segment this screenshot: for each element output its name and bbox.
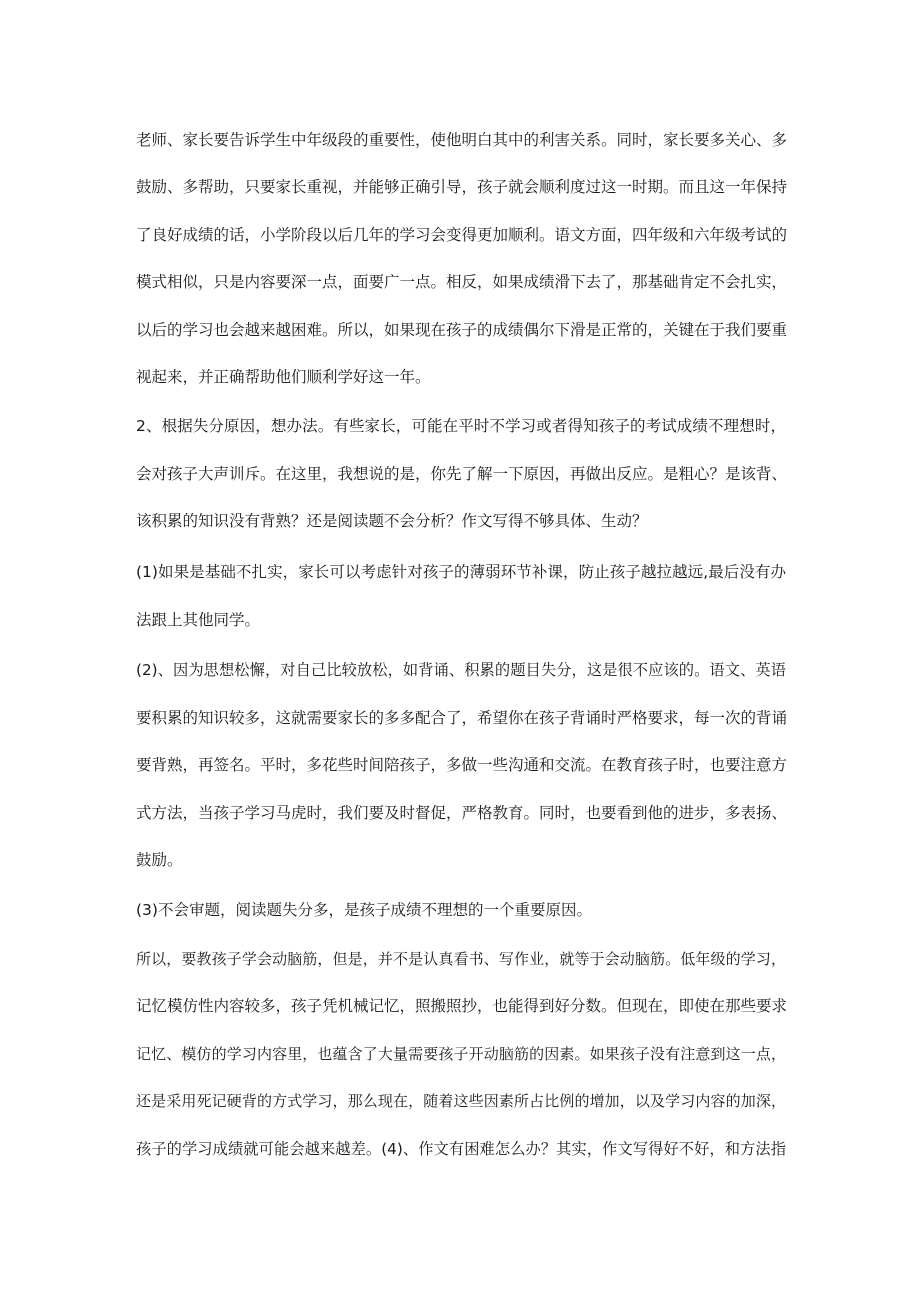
text-line: 所以，要教孩子学会动脑筋，但是，并不是认真看书、写作业，就等于会动脑筋。低年级的学习， <box>136 950 786 968</box>
text-line: 法跟上其他同学。 <box>136 611 261 629</box>
text-line: 老师、家长要告诉学生中年级段的重要性，使他明白其中的利害关系。同时，家长要多关心、多 <box>136 131 788 149</box>
text-line: (1)如果是基础不扎实，家长可以考虑针对孩子的薄弱环节补课，防止孩子越拉越远,最后没有办 <box>136 563 786 581</box>
text-line: 视起来，并正确帮助他们顺利学好这一年。 <box>136 368 431 386</box>
text-line: 该积累的知识没有背熟？还是阅读题不会分析？作文写得不够具体、生动？ <box>136 512 648 530</box>
text-line: 鼓励、多帮助，只要家长重视，并能够正确引导，孩子就会顺利度过这一时期。而且这一年保持 <box>136 178 788 196</box>
text-line: 孩子的学习成绩就可能会越来越差。(4)、作文有困难怎么办？其实，作文写得好不好，和方法指 <box>136 1140 786 1158</box>
text-line: 要积累的知识较多，这就需要家长的多多配合了，希望你在孩子背诵时严格要求，每一次的背诵 <box>136 709 788 727</box>
text-line: 要背熟，再签名。平时，多花些时间陪孩子，多做一些沟通和交流。在教育孩子时，也要注意方 <box>136 756 788 774</box>
text-line: 还是采用死记硬背的方式学习，那么现在，随着这些因素所占比例的增加，以及学习内容的加深， <box>136 1092 786 1110</box>
text-line: 式方法，当孩子学习马虎时，我们要及时督促，严格教育。同时，也要看到他的进步，多表扬、 <box>136 804 788 822</box>
text-line: 2、根据失分原因，想办法。有些家长，可能在平时不学习或者得知孩子的考试成绩不理想时， <box>136 417 786 435</box>
text-line: 会对孩子大声训斥。在这里，我想说的是，你先了解一下原因，再做出反应。是粗心？是该背、 <box>136 465 788 483</box>
text-line: (2)、因为思想松懈，对自己比较放松，如背诵、积累的题目失分，这是很不应该的。语文、英语 <box>136 661 786 679</box>
text-line: 模式相似，只是内容要深一点，面要广一点。相反，如果成绩滑下去了，那基础肯定不会扎实， <box>136 273 788 291</box>
text-line: 记忆模仿性内容较多，孩子凭机械记忆，照搬照抄，也能得到好分数。但现在，即使在那些要求 <box>136 997 788 1015</box>
text-line: 以后的学习也会越来越困难。所以，如果现在孩子的成绩偶尔下滑是正常的，关键在于我们要重 <box>136 321 788 339</box>
text-line: 鼓励。 <box>136 851 183 869</box>
text-line: 记忆、模仿的学习内容里，也蕴含了大量需要孩子开动脑筋的因素。如果孩子没有注意到这一点， <box>136 1045 786 1063</box>
text-line: (3)不会审题，阅读题失分多，是孩子成绩不理想的一个重要原因。 <box>136 901 592 919</box>
text-line: 了良好成绩的话，小学阶段以后几年的学习会变得更加顺利。语文方面，四年级和六年级考试的 <box>136 226 788 244</box>
